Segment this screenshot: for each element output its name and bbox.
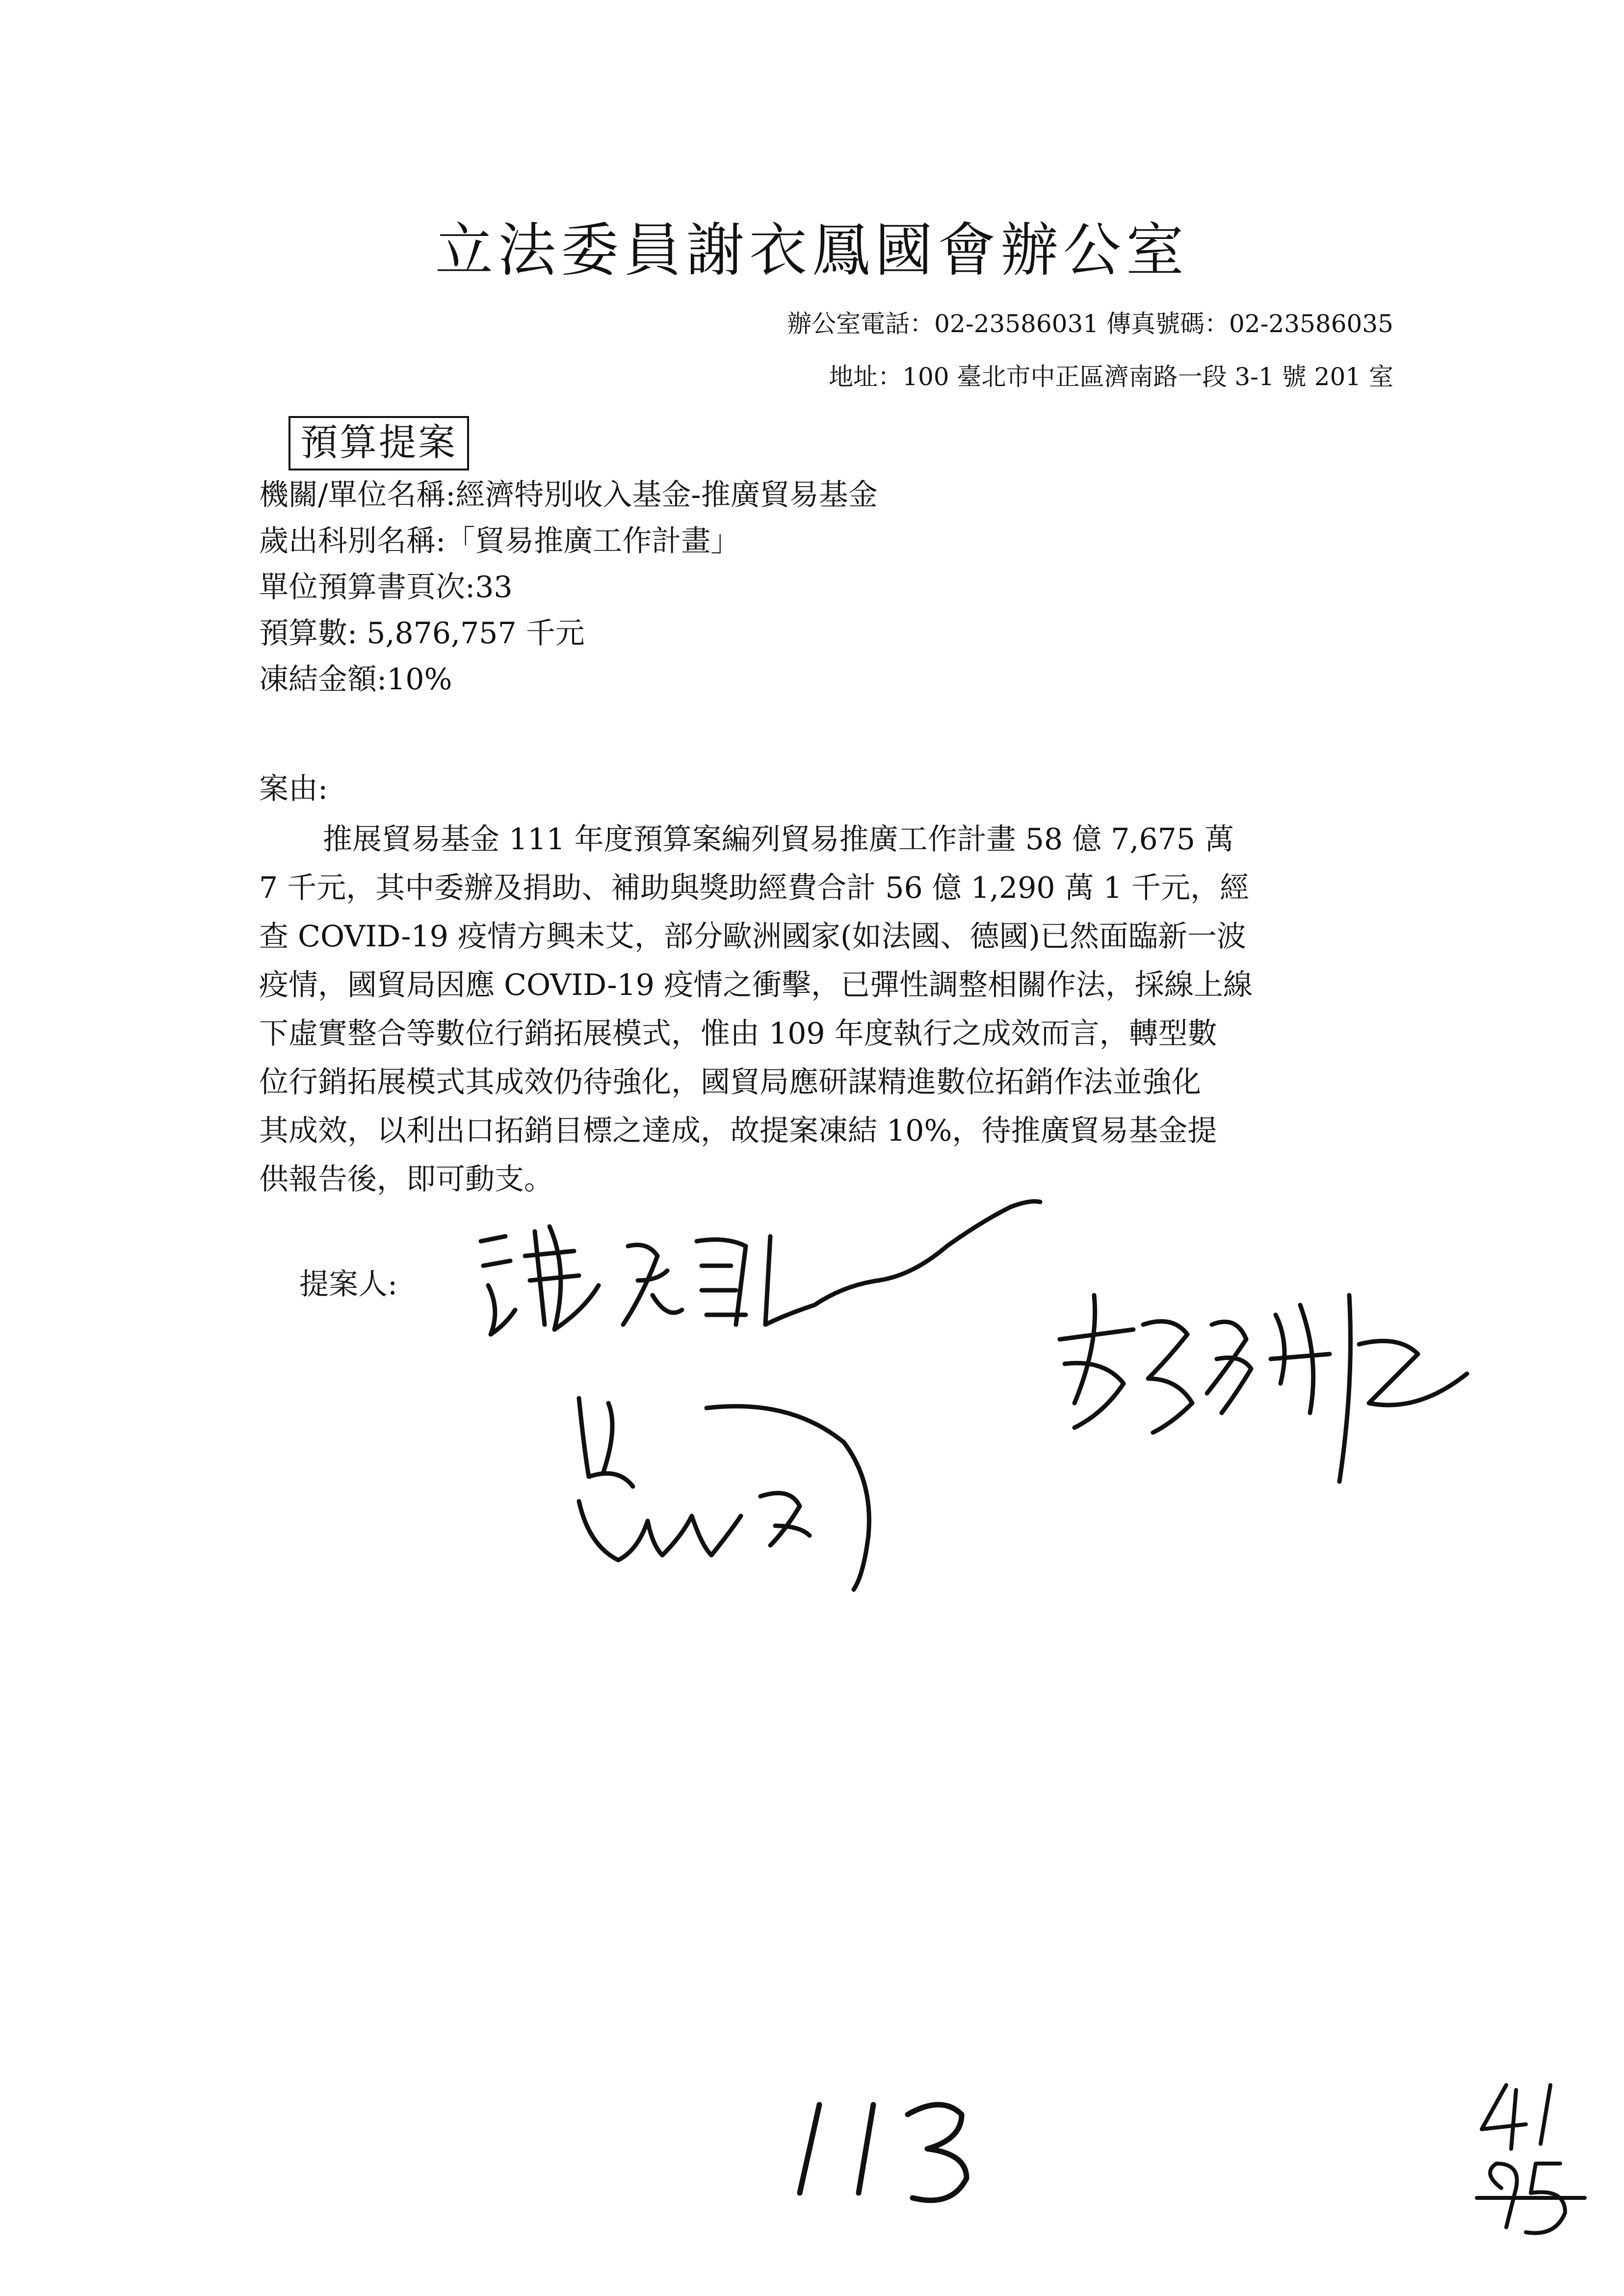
reason-line: 下虛實整合等數位行銷拓展模式，惟由 109 年度執行之成效而言，轉型數 [259,1017,1217,1051]
field-agency-unit: 機關/單位名稱:經濟特別收入基金-推廣貿易基金 [259,478,878,512]
signature-3 [559,1388,913,1594]
office-title: 立法委員謝衣鳳國會辦公室 [435,216,1189,284]
signature-1 [471,1197,1050,1403]
reason-line: 7 千元，其中委辦及捐助、補助與獎助經費合計 56 億 1,290 萬 1 千元，經 [259,871,1249,905]
reason-body [259,815,1388,1204]
proposal-fields [259,472,878,703]
handwritten-corner-numbers [1467,2075,1595,2252]
proposer-label: 提案人: [299,1267,398,1302]
proposal-type-tag: 預算提案 [288,416,469,470]
field-expenditure-item: 歲出科別名稱:「貿易推廣工作計畫」 [259,524,740,558]
field-freeze-amount: 凍結金額:10% [259,662,452,697]
signature-2 [1045,1285,1487,1501]
handwritten-page-number [785,2085,991,2213]
reason-line: 供報告後，即可動支。 [259,1162,553,1197]
field-budget-page: 單位預算書頁次:33 [259,570,513,604]
reason-line: 位行銷拓展模式其成效仍待強化，國貿局應研謀精進數位拓銷作法並強化 [259,1065,1201,1099]
reason-line: 查 COVID-19 疫情方興未艾，部分歐洲國家(如法國、德國)已然面臨新一波 [259,919,1246,954]
field-budget-amount: 預算數: 5,876,757 千元 [259,616,585,651]
reason-label: 案由: [259,772,328,806]
office-address: 地址：100 臺北市中正區濟南路一段 3-1 號 201 室 [829,363,1393,391]
office-phone-fax: 辦公室電話：02-23586031 傳真號碼：02-23586035 [787,310,1393,338]
reason-line: 推展貿易基金 111 年度預算案編列貿易推廣工作計畫 58 億 7,675 萬 [323,822,1234,857]
reason-line: 其成效，以利出口拓銷目標之達成，故提案凍結 10%，待推廣貿易基金提 [259,1114,1217,1148]
reason-line: 疫情，國貿局因應 COVID-19 疫情之衝擊，已彈性調整相關作法，採線上線 [259,968,1253,1002]
